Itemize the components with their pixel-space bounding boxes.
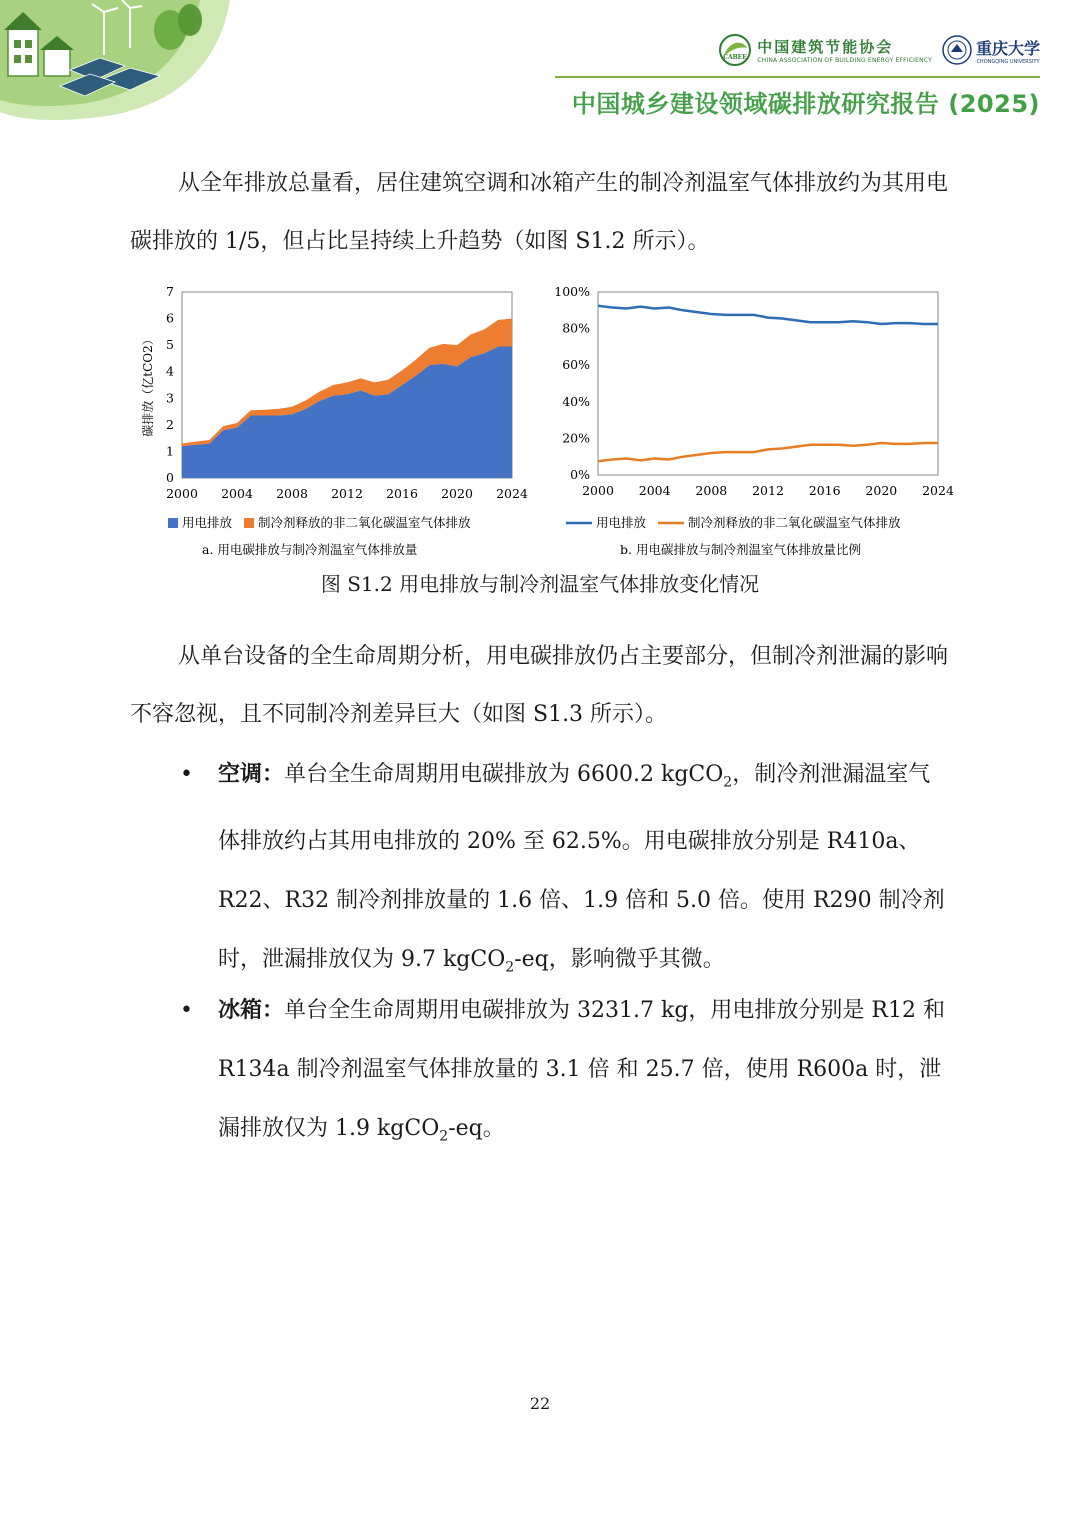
cqu-name-cn: 重庆大学	[975, 38, 1040, 58]
chart-a-legend-electricity: 用电排放	[182, 515, 233, 530]
chart-0-x-tick-label: 2024	[496, 486, 528, 501]
bullet-marker: •	[180, 998, 193, 1023]
chart-0-x-tick-label: 2000	[166, 486, 198, 501]
chart-1-x-tick-label: 2020	[865, 483, 898, 498]
cqu-seal-icon	[942, 35, 972, 65]
figure-caption: 图 S1.2 用电排放与制冷剂温室气体排放变化情况	[320, 572, 760, 596]
cabee-abbr: CABEE	[723, 54, 748, 61]
chart-b-caption: b. 用电碳排放与制冷剂温室气体排放量比例	[620, 542, 861, 557]
chart-0-y-tick-label: 6	[166, 310, 174, 326]
chart-0-y-tick-label: 2	[166, 416, 174, 432]
page-number: 22	[529, 1394, 551, 1413]
subscript: 2	[723, 774, 733, 791]
bullet-body	[218, 981, 952, 1166]
subscript: 2	[505, 959, 515, 976]
cabee-emblem-icon	[719, 34, 751, 66]
chart-0-y-tick-label: 4	[166, 363, 174, 379]
chart-1-x-tick-label: 2008	[695, 483, 728, 498]
chart-a	[140, 284, 528, 557]
chart-a-legend-swatch-electricity	[168, 518, 178, 528]
cqu-name-en: CHONGQING UNIVERSITY	[976, 58, 1040, 65]
cqu-logo	[942, 35, 1040, 65]
header-logos	[719, 34, 1040, 66]
bullet-lead: 冰箱：	[218, 998, 285, 1023]
text-segment: 单台全生命周期用电碳排放为 6600.2 kgCO	[284, 762, 724, 787]
bullet-text	[218, 998, 945, 1145]
bullet-marker: •	[180, 762, 193, 787]
text-segment: -eq，影响微乎其微。	[514, 947, 725, 973]
figure-s1-2-charts	[130, 278, 954, 563]
chart-1-x-tick-label: 2000	[582, 483, 614, 498]
cabee-logo	[719, 34, 932, 66]
chart-a-y-axis-label: 碳排放（亿tCO2）	[141, 333, 155, 437]
chart-0-y-tick-label: 1	[166, 443, 174, 459]
chart-0-y-tick-label: 3	[166, 390, 174, 406]
chart-0-y-tick-label: 0	[166, 470, 174, 485]
chart-0-x-tick-label: 2012	[331, 486, 363, 501]
chart-1-y-tick-label: 40%	[562, 393, 590, 409]
bullet-text	[218, 762, 945, 976]
chart-0-y-tick-label: 7	[166, 284, 174, 299]
chart-0-x-tick-label: 2004	[221, 486, 253, 501]
chart-b-plot-area	[598, 292, 938, 475]
intro-paragraph	[130, 155, 952, 271]
text-segment: 单台全生命周期用电碳排放为 3231.7 kg，用电排放分别是 R12 和 R134a 制冷剂温室气体排放量的 3.1 倍 和 25.7 倍，使用 R600a 时，泄漏排放仅为 1.9 kgCO	[218, 998, 945, 1141]
bullet-body	[218, 745, 952, 998]
chart-b	[554, 284, 954, 557]
chart-1-y-tick-label: 60%	[562, 357, 590, 373]
chart-1-y-tick-label: 20%	[562, 430, 590, 446]
bullet-lead: 空调：	[218, 762, 285, 787]
chart-1-x-tick-label: 2016	[808, 483, 841, 498]
chart-b-legend-electricity: 用电排放	[596, 515, 647, 530]
header-divider	[555, 76, 1040, 78]
chart-0-x-tick-label: 2016	[386, 486, 418, 501]
chart-1-y-tick-label: 0%	[570, 467, 590, 482]
chart-0-x-tick-label: 2008	[276, 486, 308, 501]
chart-1-x-tick-label: 2004	[638, 483, 671, 498]
intro-text: 从全年排放总量看，居住建筑空调和冰箱产生的制冷剂温室气体排放约为其用电碳排放的 1/5，但占比呈持续上升趋势（如图 S1.2 所示）。	[130, 171, 949, 254]
chart-1-x-tick-label: 2012	[752, 483, 784, 498]
text-segment: ，制冷剂泄漏温室气体排放约占其用电排放的 20% 至 62.5%。用电碳排放分别是 R410a、R22、R32 制冷剂排放量的 1.6 倍、1.9 倍和 5.0 倍。使用 R290 制冷剂时，泄漏排放仅为 9.7 kgCO	[218, 762, 945, 973]
chart-1-y-tick-label: 80%	[562, 320, 590, 336]
chart-1-y-tick-label: 100%	[554, 284, 590, 299]
cabee-name-cn: 中国建筑节能协会	[757, 38, 894, 56]
text-segment: -eq。	[448, 1116, 505, 1141]
header-decoration-illustration	[0, 0, 230, 125]
lifecycle-text: 从单台设备的全生命周期分析，用电碳排放仍占主要部分，但制冷剂泄漏的影响不容忽视，且不同制冷剂差异巨大（如图 S1.3 所示）。	[130, 644, 949, 727]
chart-0-y-tick-label: 5	[166, 337, 174, 353]
cabee-name-en: CHINA ASSOCIATION OF BUILDING ENERGY EFFICIENCY	[757, 57, 932, 64]
subscript: 2	[439, 1128, 449, 1145]
report-title: 中国城乡建设领域碳排放研究报告 (2025)	[571, 90, 1040, 118]
chart-a-caption: a. 用电碳排放与制冷剂温室气体排放量	[202, 542, 418, 557]
lifecycle-paragraph	[130, 628, 952, 744]
chart-a-legend-swatch-refrigerant	[244, 518, 254, 528]
bullet-refrigerator	[180, 981, 952, 1166]
chart-b-legend-refrigerant: 制冷剂释放的非二氧化碳温室气体排放	[688, 515, 901, 530]
bullet-air-conditioner	[180, 745, 952, 998]
chart-a-legend-refrigerant: 制冷剂释放的非二氧化碳温室气体排放	[258, 515, 471, 530]
chart-0-x-tick-label: 2020	[441, 486, 473, 501]
chart-1-x-tick-label: 2024	[922, 483, 954, 498]
